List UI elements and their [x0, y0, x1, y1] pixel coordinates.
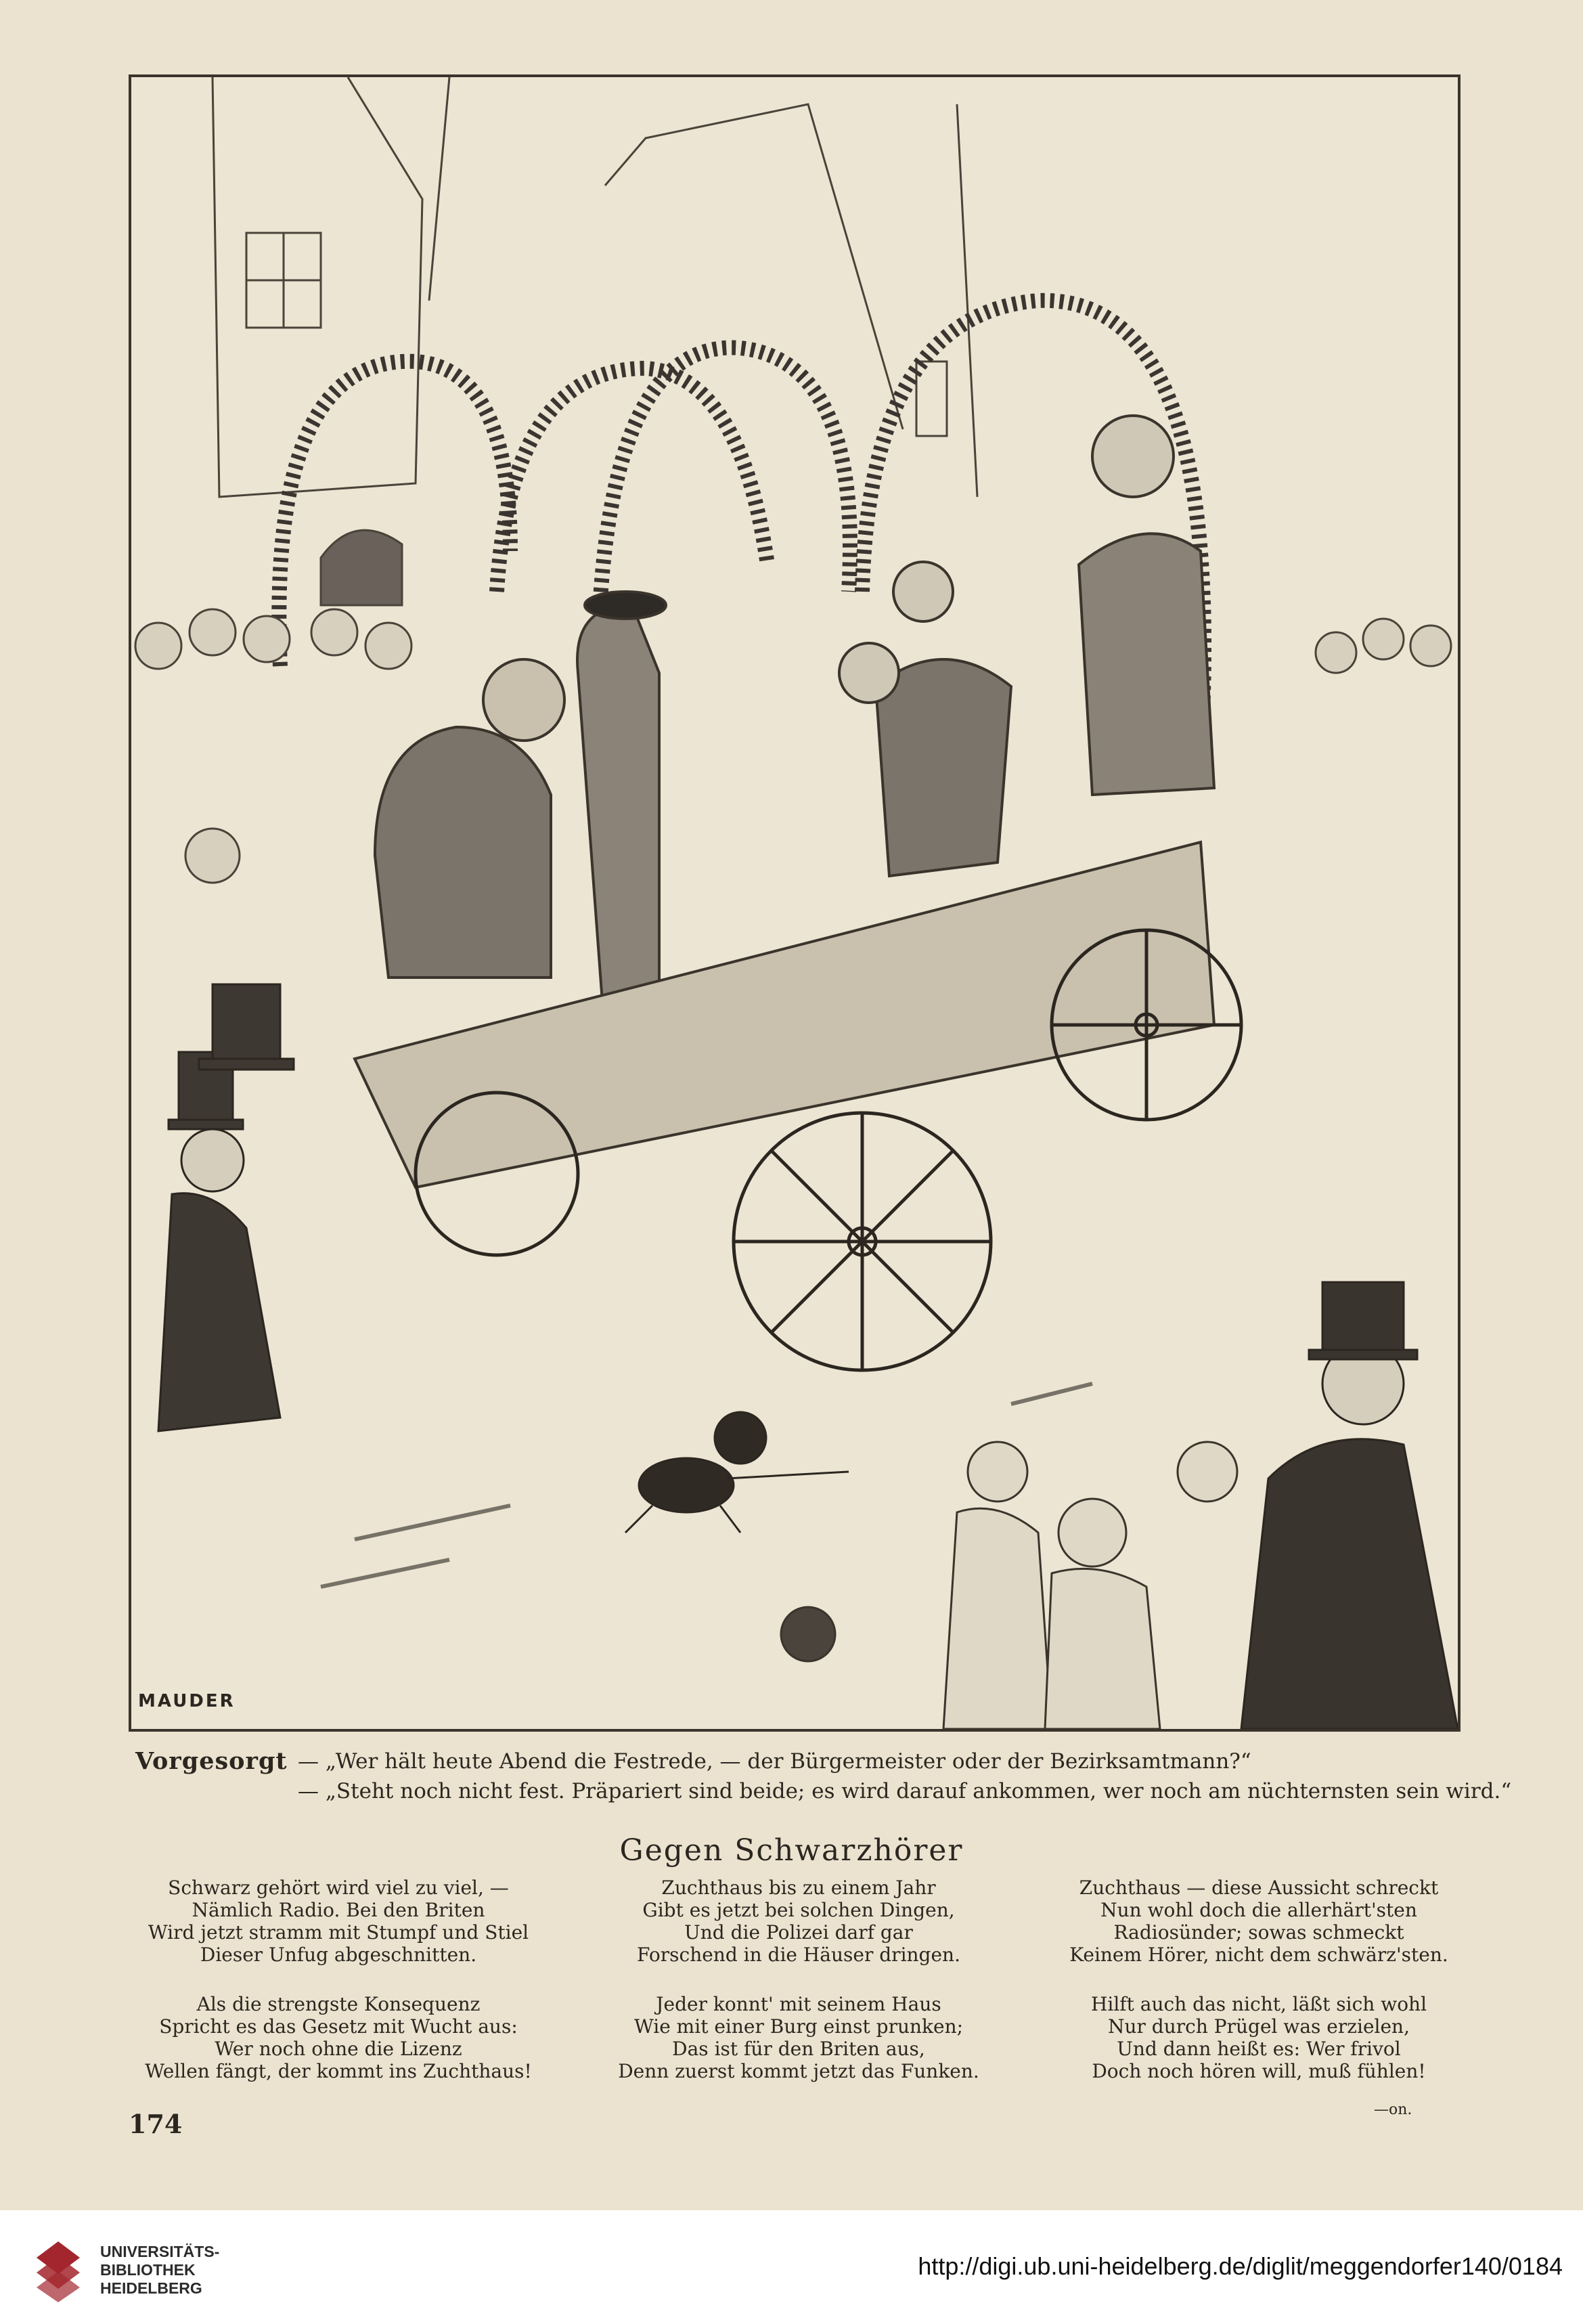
poem-line: Wer noch ohne die Lizenz	[215, 2038, 462, 2060]
caption-line: — „Steht noch nicht fest. Präpariert sind beide; es wird darauf ankommen, wer noch am nüchternsten sein wird.“	[298, 1779, 1512, 1803]
library-name-line: HEIDELBERG	[100, 2279, 202, 2297]
poem-line: Denn zuerst kommt jetzt das Funken.	[618, 2060, 979, 2082]
poem-stanza	[122, 1993, 555, 2082]
poem-line: Jeder konnt' mit seinem Haus	[656, 1993, 941, 2015]
caption-title: Vorgesorgt	[135, 1747, 288, 1775]
poem-line: Zuchthaus — diese Aussicht schreckt	[1079, 1877, 1439, 1899]
library-name-line: UNIVERSITÄTS-	[100, 2243, 220, 2260]
poem-stanza	[122, 1877, 555, 1966]
poem-line: Dieser Unfug abgeschnitten.	[200, 1944, 477, 1966]
poem-line: Nur durch Prügel was erzielen,	[1107, 2015, 1410, 2038]
artist-signature: MAUDER	[138, 1691, 236, 1711]
poem-line: Und dann heißt es: Wer frivol	[1117, 2038, 1401, 2060]
source-url[interactable]: http://digi.ub.uni-heidelberg.de/diglit/meggendorfer140/0184	[918, 2252, 1563, 2280]
library-name-line: BIBLIOTHEK	[100, 2261, 196, 2279]
poem-line: Wird jetzt stramm mit Stumpf und Stiel	[148, 1921, 529, 1944]
poem-line: Als die strengste Konsequenz	[196, 1993, 481, 2015]
page-number: 174	[129, 2109, 183, 2139]
poem-stanza	[1042, 1877, 1475, 1966]
poem-signature: —on.	[1374, 2101, 1412, 2118]
poem-line: Schwarz gehört wird viel zu viel, —	[168, 1877, 509, 1899]
poem-line: Keinem Hörer, nicht dem schwärz'sten.	[1069, 1944, 1448, 1966]
library-logo-icon	[30, 2237, 87, 2302]
library-footer	[0, 2210, 1583, 2324]
poem-line: Forschend in die Häuser dringen.	[637, 1944, 960, 1966]
poem-line: Wellen fängt, der kommt ins Zuchthaus!	[145, 2060, 532, 2082]
poem-line: Wie mit einer Burg einst prunken;	[633, 2015, 964, 2038]
poem-line: Spricht es das Gesetz mit Wucht aus:	[159, 2015, 518, 2038]
caption-dialogue	[298, 1747, 1511, 1806]
caption-line: — „Wer hält heute Abend die Festrede, — der Bürgermeister oder der Bezirksamtmann?“	[298, 1749, 1251, 1774]
poem-line: Nun wohl doch die allerhärt'sten	[1100, 1899, 1417, 1921]
poem-stanza	[582, 1993, 1015, 2082]
library-name	[100, 2243, 219, 2298]
poem-stanza	[582, 1877, 1015, 1966]
poem-line: Gibt es jetzt bei solchen Dingen,	[642, 1899, 955, 1921]
poem-stanza	[1042, 1993, 1475, 2082]
poem-line: Doch noch hören will, muß fühlen!	[1092, 2060, 1426, 2082]
poem-line: Das ist für den Briten aus,	[672, 2038, 925, 2060]
poem-line: Und die Polizei darf gar	[684, 1921, 913, 1944]
poem-line: Hilft auch das nicht, läßt sich wohl	[1090, 1993, 1427, 2015]
poem-line: Radiosünder; sowas schmeckt	[1113, 1921, 1404, 1944]
cartoon-drawing	[131, 77, 1458, 1729]
poem-line: Zuchthaus bis zu einem Jahr	[661, 1877, 936, 1899]
poem-title: Gegen Schwarzhörer	[619, 1833, 964, 1868]
cartoon-illustration	[129, 74, 1461, 1732]
poem-body	[122, 1877, 1475, 2107]
poem-line: Nämlich Radio. Bei den Briten	[192, 1899, 485, 1921]
